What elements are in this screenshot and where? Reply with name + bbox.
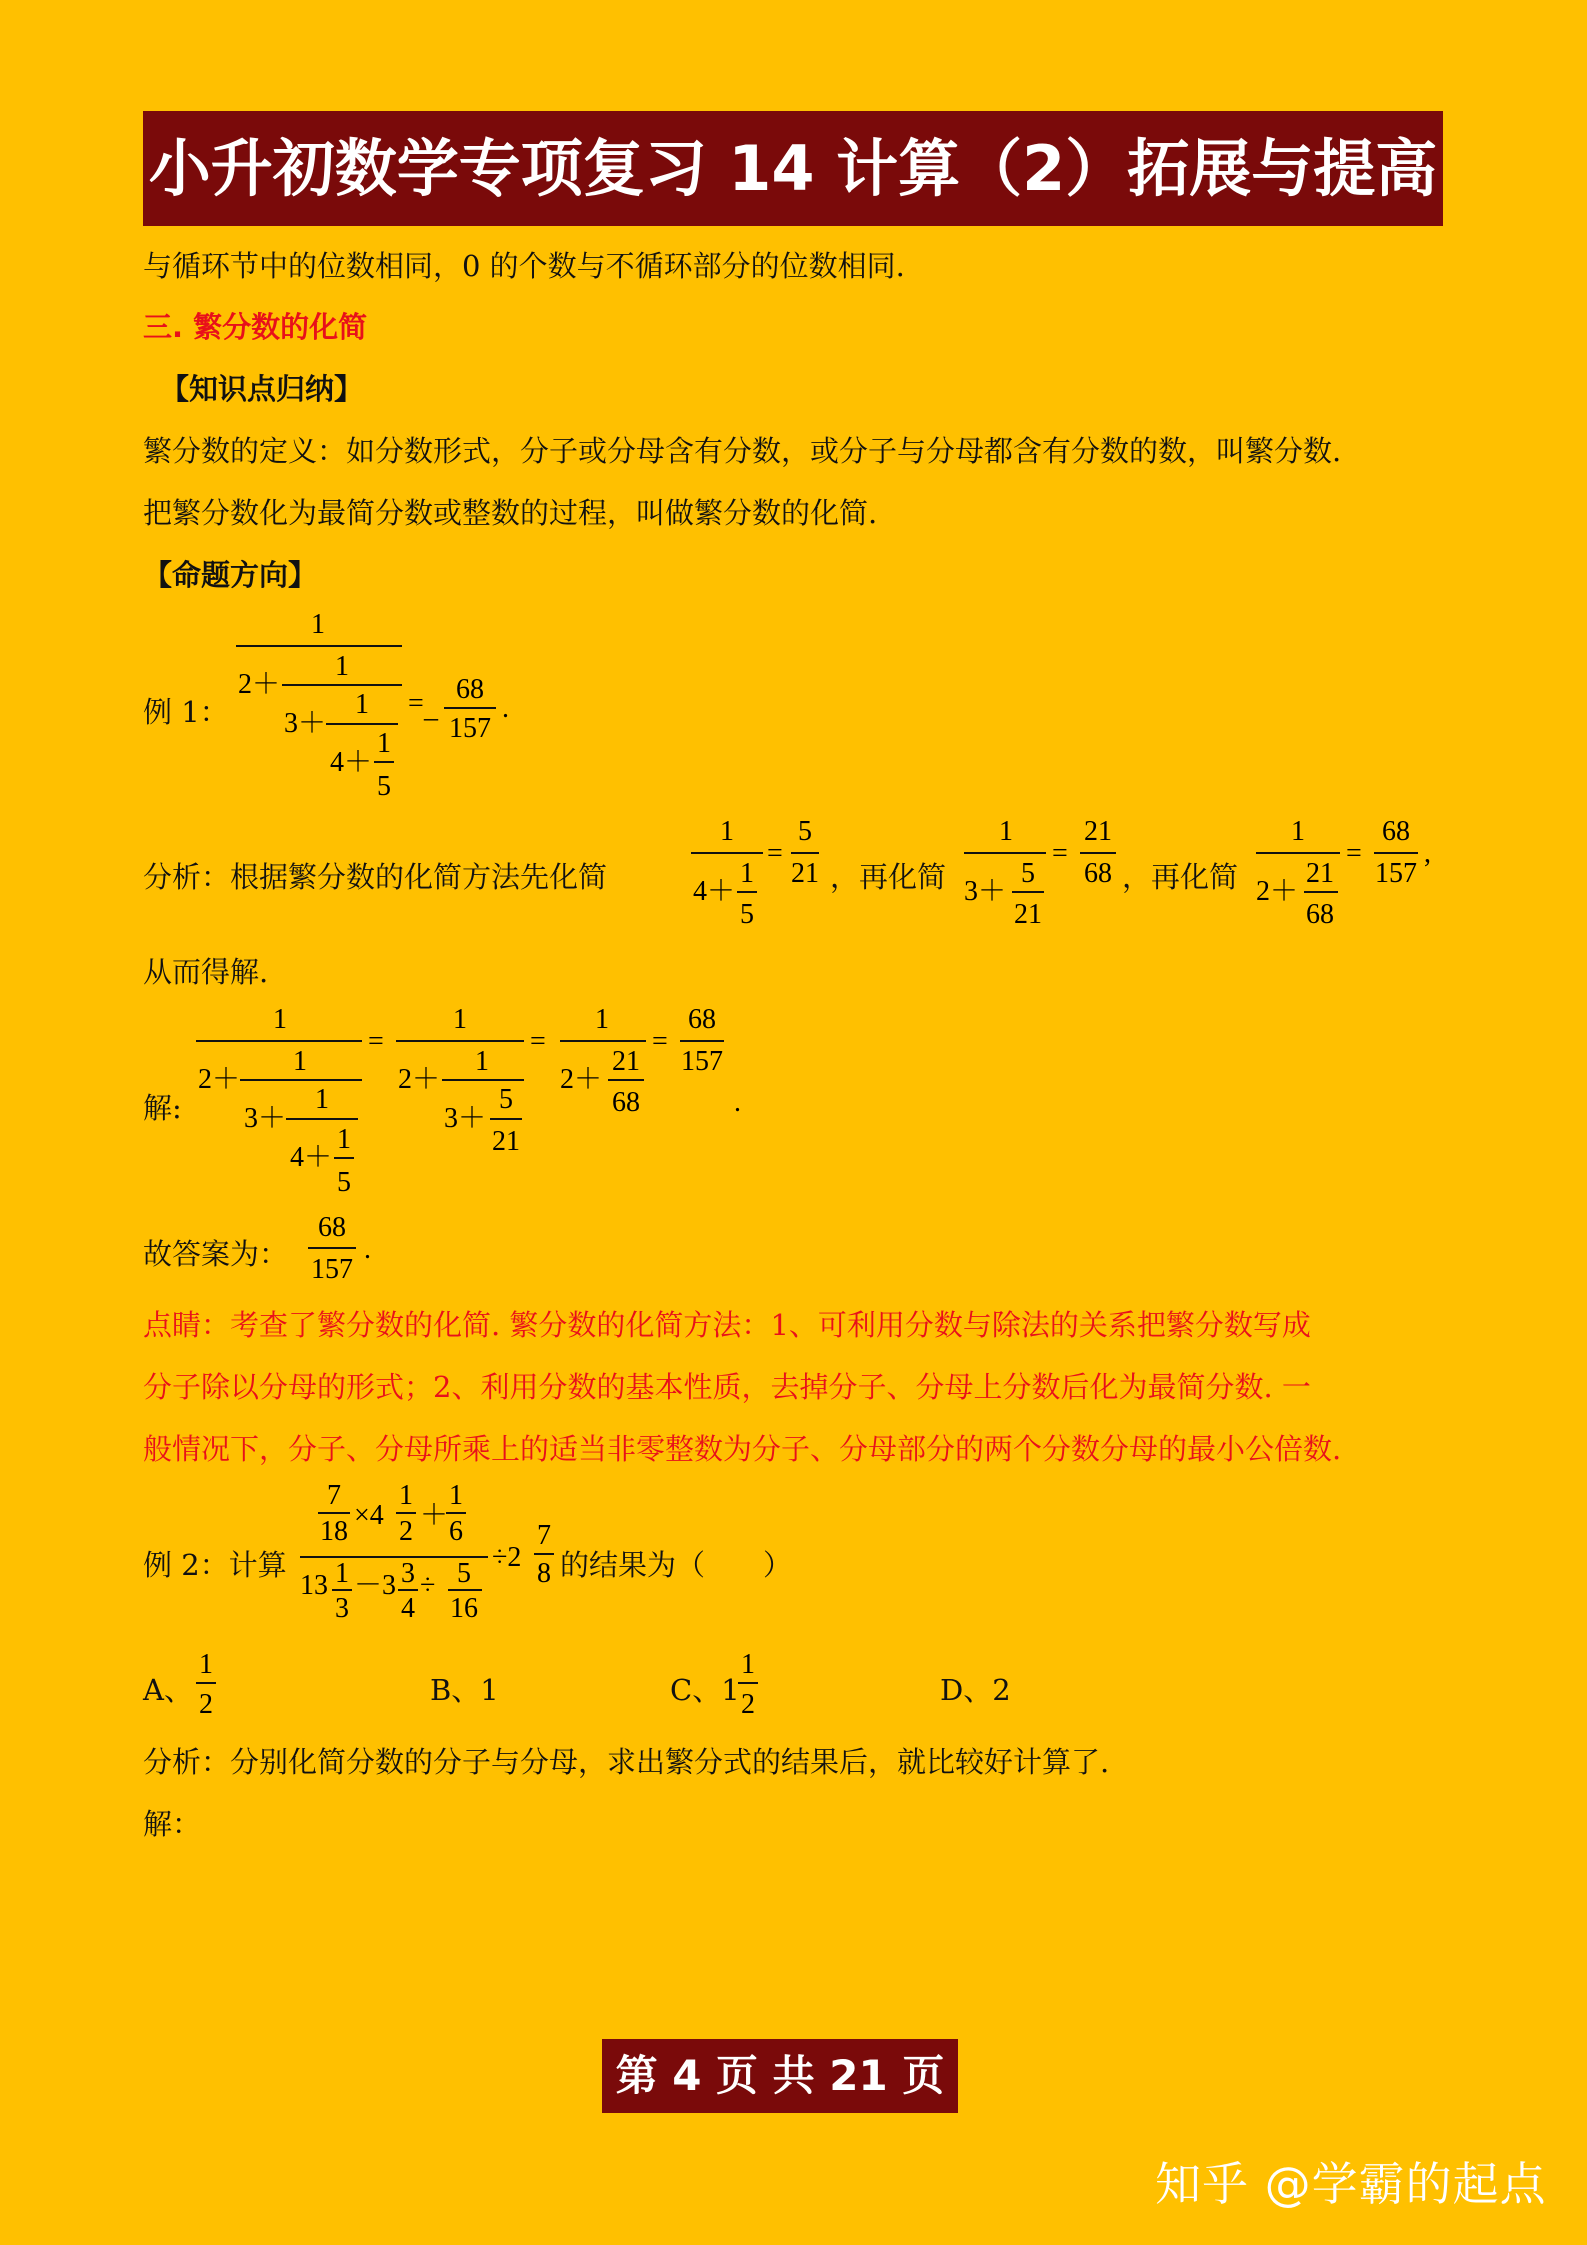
svg-text:18: 18 — [320, 1516, 348, 1547]
svg-text:3: 3 — [335, 1593, 349, 1624]
example2-label: 例 2：计算 — [143, 1548, 287, 1582]
svg-text:1: 1 — [595, 1004, 609, 1035]
direction-heading: 【命题方向】 — [143, 558, 318, 592]
svg-text:÷: ÷ — [420, 1570, 436, 1601]
svg-text:21: 21 — [791, 858, 819, 889]
example2-suffix: 的结果为（ ） — [560, 1548, 793, 1582]
analysis-again: ，再化简 — [830, 860, 947, 894]
svg-text:2: 2 — [399, 1516, 413, 1547]
svg-text:4＋: 4＋ — [330, 747, 373, 778]
svg-text:13: 13 — [300, 1570, 328, 1601]
svg-text:1: 1 — [453, 1004, 467, 1035]
watermark: 知乎 @学霸的起点 — [1155, 2157, 1547, 2211]
svg-text:1: 1 — [720, 816, 734, 847]
svg-text:2＋: 2＋ — [398, 1064, 441, 1095]
svg-text:2＋: 2＋ — [560, 1064, 603, 1095]
svg-text:1: 1 — [475, 1046, 489, 1077]
solution-label: 解: — [143, 1091, 182, 1125]
svg-text:4＋: 4＋ — [290, 1142, 333, 1173]
svg-text:=: = — [368, 1026, 384, 1057]
svg-text:1: 1 — [335, 651, 349, 682]
svg-text:5: 5 — [798, 816, 812, 847]
example2-expression — [296, 1482, 566, 1642]
example1-result-den: 157 — [449, 713, 491, 744]
analysis-step3 — [1252, 810, 1452, 940]
svg-text:×4: ×4 — [354, 1500, 384, 1531]
svg-text:2＋: 2＋ — [238, 669, 281, 700]
svg-text:5: 5 — [499, 1084, 513, 1115]
svg-text:=: = — [530, 1026, 546, 1057]
svg-text:7: 7 — [327, 1482, 341, 1511]
svg-text:7: 7 — [537, 1520, 551, 1551]
svg-text:68: 68 — [1084, 858, 1112, 889]
svg-text:5: 5 — [1021, 858, 1035, 889]
answer-prefix: 故答案为： — [143, 1237, 289, 1271]
svg-text:.: . — [364, 1234, 371, 1265]
example2-solution-label: 解： — [143, 1807, 202, 1841]
svg-text:5: 5 — [377, 771, 391, 802]
svg-text:1: 1 — [337, 1124, 351, 1155]
svg-text:=: = — [652, 1026, 668, 1057]
svg-text:1: 1 — [1291, 816, 1305, 847]
svg-text:.: . — [734, 1087, 741, 1118]
option-b: B、1 — [430, 1673, 499, 1707]
svg-text:1: 1 — [449, 1482, 463, 1511]
svg-text:=: = — [767, 838, 783, 869]
option-a-num: 1 — [199, 1649, 213, 1680]
svg-text:68: 68 — [1382, 816, 1410, 847]
page-title: 小升初数学专项复习 14 计算（2）拓展与提高 — [143, 111, 1443, 226]
svg-text:1: 1 — [399, 1482, 413, 1511]
svg-text:1: 1 — [740, 858, 754, 889]
svg-text:＋: ＋ — [420, 1500, 449, 1531]
svg-text:,: , — [1424, 838, 1431, 869]
knowledge-heading: 【知识点归纳】 — [160, 372, 364, 406]
option-d: D、2 — [940, 1673, 1011, 1707]
option-c-den: 2 — [741, 1689, 755, 1720]
option-a-fraction — [192, 1645, 222, 1725]
svg-text:4: 4 — [401, 1593, 415, 1624]
svg-text:4＋: 4＋ — [693, 876, 736, 907]
svg-text:_: _ — [424, 693, 438, 724]
svg-text:=: = — [1052, 838, 1068, 869]
svg-text:3＋: 3＋ — [244, 1103, 287, 1134]
svg-text:21: 21 — [492, 1126, 520, 1157]
definition-line-1: 繁分数的定义：如分数形式，分子或分母含有分数，或分子与分母都含有分数的数，叫繁分数. — [143, 434, 1342, 468]
svg-text:68: 68 — [318, 1212, 346, 1243]
svg-text:8: 8 — [537, 1558, 551, 1589]
svg-text:3＋: 3＋ — [444, 1103, 487, 1134]
svg-text:2＋: 2＋ — [1256, 876, 1299, 907]
svg-text:68: 68 — [612, 1087, 640, 1118]
svg-text:5: 5 — [337, 1167, 351, 1198]
option-a-den: 2 — [199, 1689, 213, 1720]
answer-fraction — [302, 1208, 382, 1288]
page-number: 第 4 页 共 21 页 — [602, 2039, 958, 2113]
option-c-num: 1 — [741, 1649, 755, 1680]
option-a-label: A、 — [143, 1673, 193, 1707]
svg-text:－3: －3 — [354, 1570, 397, 1601]
analysis-prefix: 分析：根据繁分数的化简方法先化简 — [143, 860, 608, 894]
svg-text:1: 1 — [377, 728, 391, 759]
svg-text:3: 3 — [401, 1558, 415, 1589]
analysis-again-2: ，再化简 — [1122, 860, 1239, 894]
tip-line-1: 点睛：考查了繁分数的化简. 繁分数的化简方法：1、可利用分数与除法的关系把繁分数写成 — [143, 1308, 1311, 1342]
svg-text:1: 1 — [999, 816, 1013, 847]
tip-line-2: 分子除以分母的形式；2、利用分数的基本性质，去掉分子、分母上分数后化为最简分数. 一 — [143, 1370, 1311, 1404]
svg-text:21: 21 — [1306, 858, 1334, 889]
definition-line-2: 把繁分数化为最简分数或整数的过程，叫做繁分数的化简. — [143, 496, 878, 530]
svg-text:÷2: ÷2 — [492, 1542, 522, 1573]
svg-text:68: 68 — [688, 1004, 716, 1035]
svg-text:21: 21 — [1084, 816, 1112, 847]
svg-text:3＋: 3＋ — [284, 708, 327, 739]
example2-analysis: 分析：分别化简分数的分子与分母，求出繁分式的结果后，就比较好计算了. — [143, 1745, 1110, 1779]
svg-text:157: 157 — [1375, 858, 1417, 889]
svg-text:2＋: 2＋ — [198, 1064, 241, 1095]
section-heading: 三. 繁分数的化简 — [143, 310, 368, 344]
svg-text:1: 1 — [293, 1046, 307, 1077]
svg-text:21: 21 — [1014, 899, 1042, 930]
svg-text:6: 6 — [449, 1516, 463, 1547]
svg-text:157: 157 — [311, 1254, 353, 1285]
svg-text:16: 16 — [450, 1593, 478, 1624]
svg-text:1: 1 — [335, 1558, 349, 1589]
solution-chain — [190, 998, 760, 1208]
svg-text:1: 1 — [311, 609, 325, 640]
svg-text:68: 68 — [1306, 899, 1334, 930]
svg-text:1: 1 — [355, 689, 369, 720]
example1-complex-fraction — [230, 605, 530, 805]
svg-text:=: = — [1346, 838, 1362, 869]
analysis-step2 — [960, 810, 1125, 940]
svg-text:.: . — [502, 693, 509, 724]
svg-text:1: 1 — [315, 1084, 329, 1115]
svg-text:=: = — [408, 688, 424, 719]
example1-label: 例 1： — [143, 695, 229, 729]
option-c-fraction — [734, 1645, 764, 1725]
analysis-step1 — [685, 810, 830, 940]
svg-text:5: 5 — [457, 1558, 471, 1589]
svg-text:157: 157 — [681, 1046, 723, 1077]
svg-text:1: 1 — [273, 1004, 287, 1035]
analysis-suffix: 从而得解. — [143, 955, 269, 989]
svg-text:3＋: 3＋ — [964, 876, 1007, 907]
example1-result-num: 68 — [456, 674, 484, 705]
tip-line-3: 般情况下，分子、分母所乘上的适当非零整数为分子、分母部分的两个分数分母的最小公倍数. — [143, 1432, 1342, 1466]
svg-text:5: 5 — [740, 899, 754, 930]
svg-text:21: 21 — [612, 1046, 640, 1077]
option-c-label: C、1 — [670, 1673, 740, 1707]
intro-line: 与循环节中的位数相同，0 的个数与不循环部分的位数相同. — [143, 249, 905, 283]
